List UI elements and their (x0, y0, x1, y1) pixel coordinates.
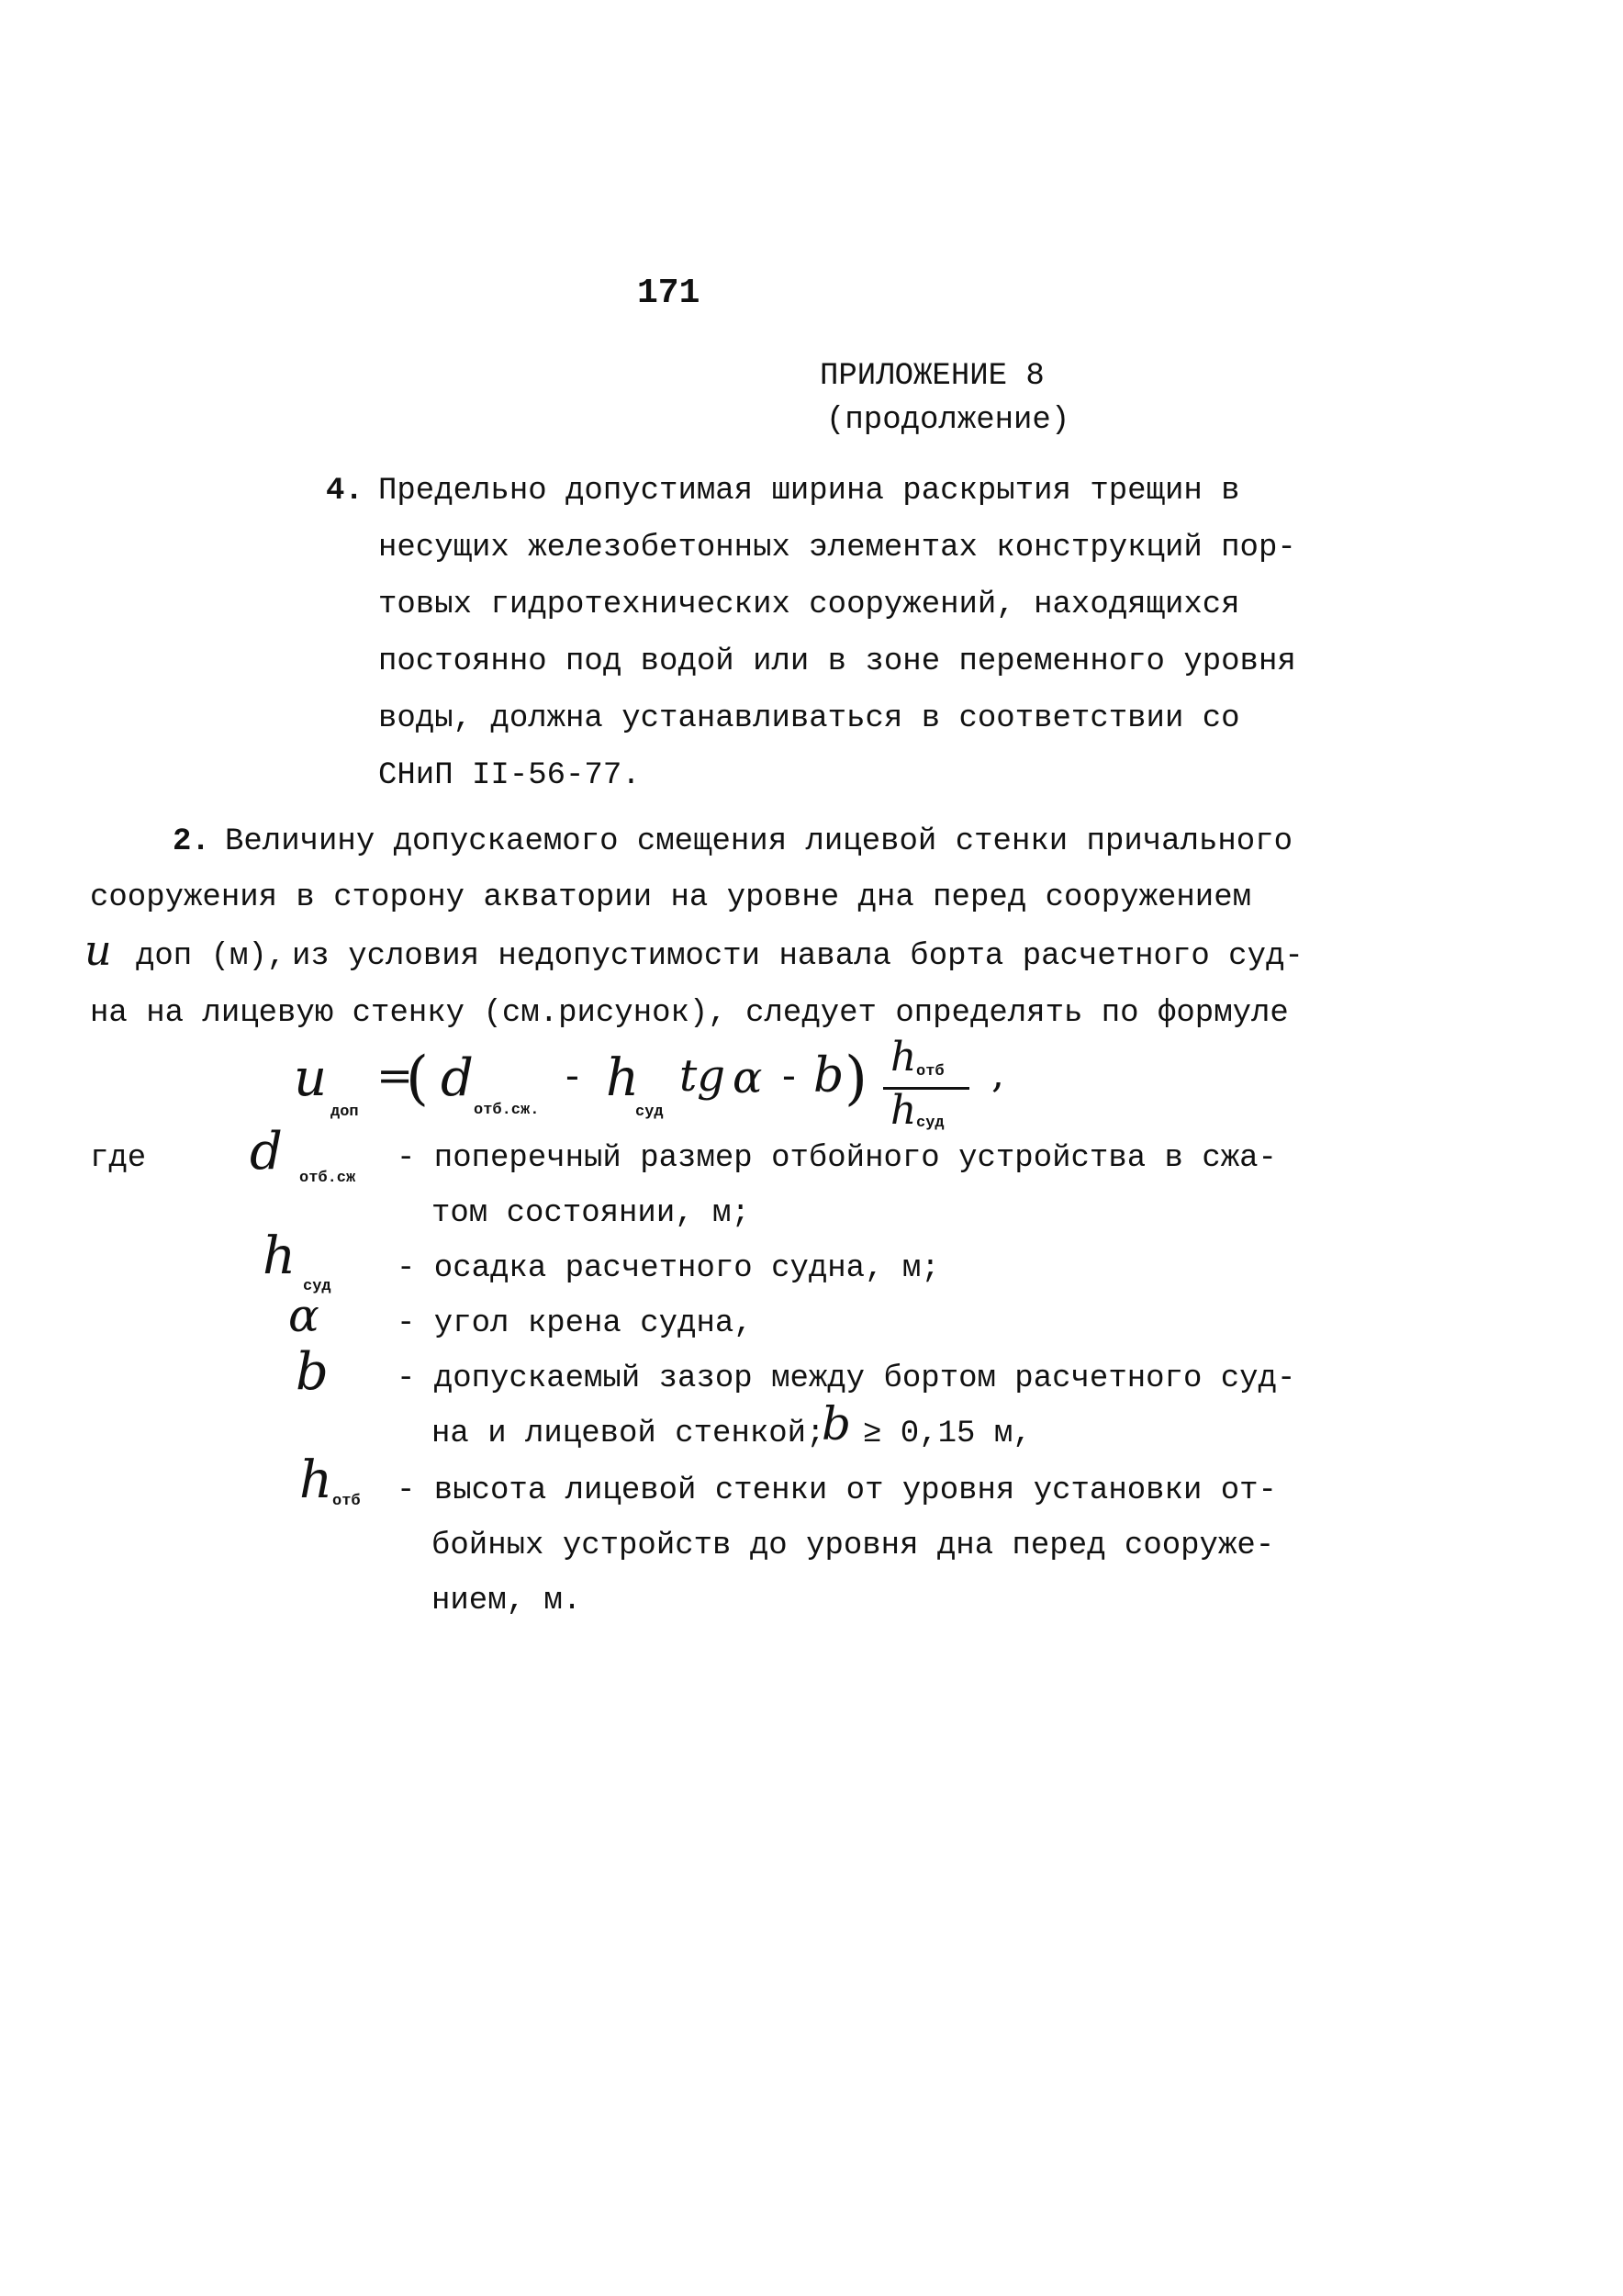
where-label: где (90, 1141, 147, 1176)
section-4-line-6: СНиП II-56-77. (378, 758, 641, 793)
formula-lhs: u (294, 1048, 328, 1108)
page-number: 171 (637, 274, 700, 313)
formula-h-sub: суд (635, 1103, 664, 1121)
section-2-line-2: сооружения в сторону акватории на уровне дна перед сооружением (90, 880, 1252, 915)
formula-tg: tg (679, 1050, 726, 1102)
formula-trailing-comma: , (991, 1050, 1004, 1097)
where-symbol-h-otb-sub: отб (332, 1493, 361, 1510)
formula-close-paren: ) (845, 1045, 867, 1113)
where-h-otb-line-3: нием, м. (431, 1584, 582, 1618)
formula (294, 1034, 1010, 1138)
formula-d-sub: отб.сж. (474, 1102, 540, 1119)
section-2-line-4: на на лицевую стенку (см.рисунок), следует определять по формуле (90, 996, 1289, 1031)
where-symbol-h-otb: h (299, 1450, 333, 1510)
formula-alpha: α (733, 1052, 763, 1103)
section-2-number: 2. (173, 824, 210, 859)
appendix-title: ПРИЛОЖЕНИЕ 8 (820, 359, 1045, 394)
formula-h: h (606, 1048, 640, 1108)
where-b-line-2: на и лицевой стенкой; (431, 1417, 825, 1451)
formula-d: d (441, 1048, 474, 1108)
formula-minus-1: - (565, 1052, 579, 1099)
where-h-sud-line: - осадка расчетного судна, м; (397, 1251, 940, 1286)
where-alpha-line: - угол крена судна, (397, 1306, 753, 1341)
where-symbol-h-sud-sub: суд (303, 1278, 331, 1295)
where-d-line-2: том состоянии, м; (431, 1196, 750, 1231)
where-b-line-1: - допускаемый зазор между бортом расчетного суд- (397, 1361, 1296, 1396)
formula-open-paren: ( (406, 1045, 429, 1113)
section-2-line-3: из условия недопустимости навала борта расчетного суд- (292, 939, 1304, 974)
formula-b: b (813, 1048, 845, 1103)
where-h-otb-line-2: бойных устройств до уровня дна перед сооруже- (431, 1529, 1275, 1563)
formula-denominator-sub: суд (916, 1114, 945, 1132)
where-symbol-h-sud: h (263, 1226, 297, 1286)
section-4-line-5: воды, должна устанавливаться в соответствии со (378, 701, 1240, 736)
where-symbol-alpha: α (288, 1289, 319, 1342)
where-symbol-b: b (296, 1342, 329, 1402)
formula-equals: = (376, 1050, 414, 1102)
section-4-line-1: Предельно допустимая ширина раскрытия трещин в (378, 474, 1240, 509)
section-2-line-1: Величину допускаемого смещения лицевой стенки причального (225, 824, 1293, 859)
formula-minus-2: - (782, 1052, 796, 1099)
section-4-line-3: товых гидротехнических сооружений, находящихся (378, 588, 1240, 622)
where-b-condition: ≥ 0,15 м, (863, 1417, 1032, 1451)
section-4-line-4: постоянно под водой или в зоне переменного уровня (378, 644, 1296, 679)
appendix-subtitle: (продолжение) (826, 403, 1070, 438)
section-4-number: 4. (326, 474, 364, 509)
formula-numerator-sub: отб (916, 1063, 945, 1081)
where-b-condition-symbol: b (822, 1397, 852, 1450)
where-h-otb-line-1: - высота лицевой стенки от уровня установки от- (397, 1473, 1277, 1508)
section-2-line-3-sub: доп (м), (136, 939, 286, 974)
formula-lhs-sub: доп (330, 1103, 359, 1121)
u-symbol-inline: u (84, 925, 112, 975)
where-d-line-1: - поперечный размер отбойного устройства в сжа- (397, 1141, 1277, 1176)
section-4-line-2: несущих железобетонных элементах конструкций пор- (378, 531, 1296, 566)
formula-denominator: h (890, 1087, 917, 1134)
formula-numerator: h (890, 1034, 917, 1081)
where-symbol-d: d (250, 1122, 283, 1182)
where-symbol-d-sub: отб.сж (299, 1170, 356, 1187)
